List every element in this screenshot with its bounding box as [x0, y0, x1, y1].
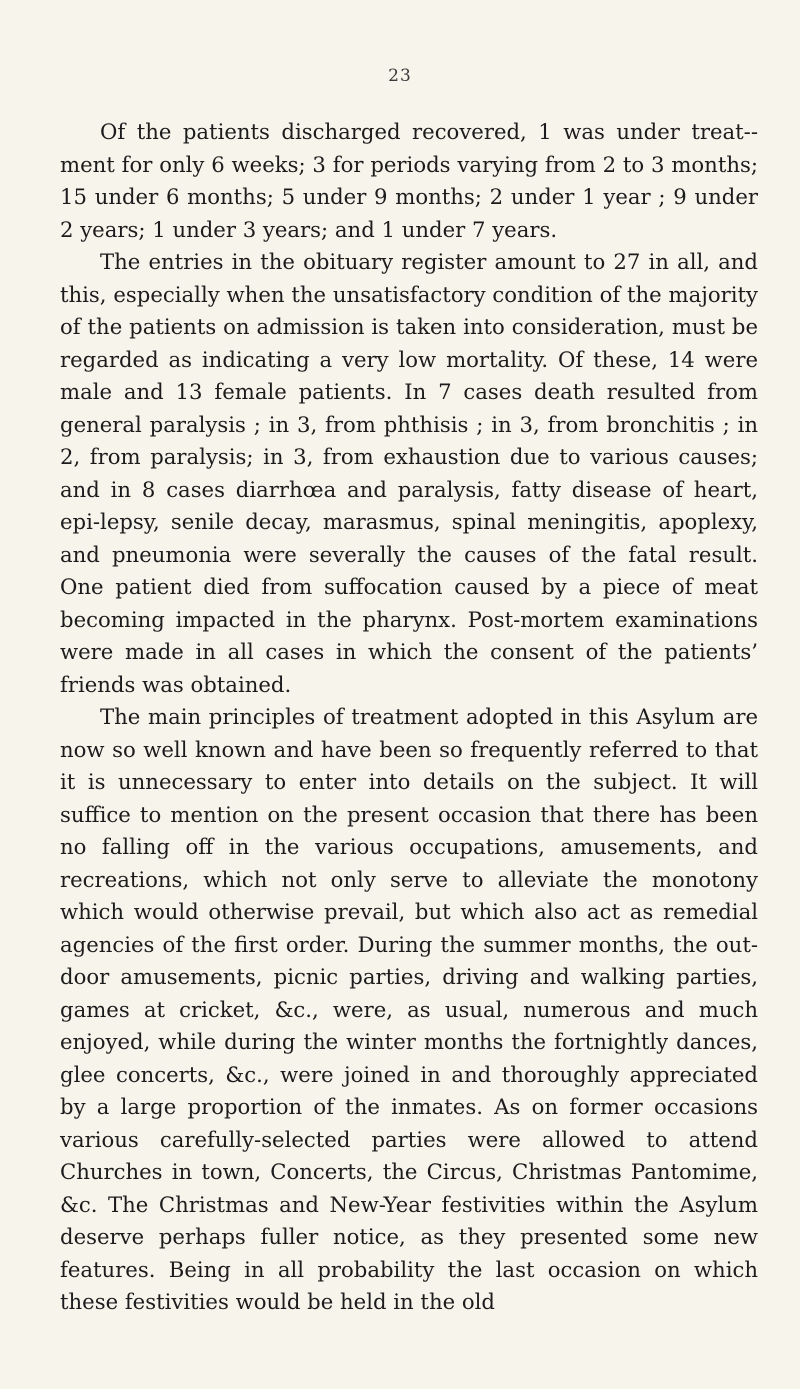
- page-number: 23: [388, 66, 412, 86]
- paragraph-discharged-recovered: Of the patients discharged recovered, 1 was under treat-ment for only 6 weeks; 3 for periods varying from 2 to 3 months; 15 under 6 months; 5 under 9 months; 2 under 1 year ; 9 under 2 years; 1 under 3 years; and 1 under 7 years.: [60, 119, 758, 242]
- paragraph-treatment-principles: The main principles of treatment adopted in this Asylum are now so well known and have been so frequently referred to that it is unnecessary to enter into details on the subject. It will suffice to mention on the present occasion that there has been no falling off in the various occupations, amusements, and recreations, which not only serve to alleviate the monotony which would otherwise prevail, but which also act as remedial agencies of the first order. During the summer months, the out-door amusements, picnic parties, driving and walking parties, games at cricket, &c., were, as usual, numerous and much enjoyed, while during the winter months the fortnightly dances, glee concerts, &c., were joined in and thoroughly appreciated by a large proportion of the inmates. As on former occasions various carefully-selected parties were allowed to attend Churches in town, Concerts, the Circus, Christmas Pantomime, &c. The Christmas and New-Year festivities within the Asylum deserve perhaps fuller notice, as they presented some new features. Being in all probability the last occasion on which these festivities would be held in the old: [60, 704, 758, 1314]
- body-text: [60, 116, 758, 1319]
- paragraph-obituary-register: The entries in the obituary register amount to 27 in all, and this, especially when the unsatisfactory condition of the majority of the patients on admission is taken into consideration, must be regarded as indicating a very low mortality. Of these, 14 were male and 13 female patients. In 7 cases death resulted from general paralysis ; in 3, from phthisis ; in 3, from bronchitis ; in 2, from paralysis; in 3, from exhaustion due to various causes; and in 8 cases diarrhœa and paralysis, fatty disease of heart, epi-lepsy, senile decay, marasmus, spinal meningitis, apoplexy, and pneumonia were severally the causes of the fatal result. One patient died from suffocation caused by a piece of meat becoming impacted in the pharynx. Post-mortem examinations were made in all cases in which the consent of the patients’ friends was obtained.: [60, 249, 758, 697]
